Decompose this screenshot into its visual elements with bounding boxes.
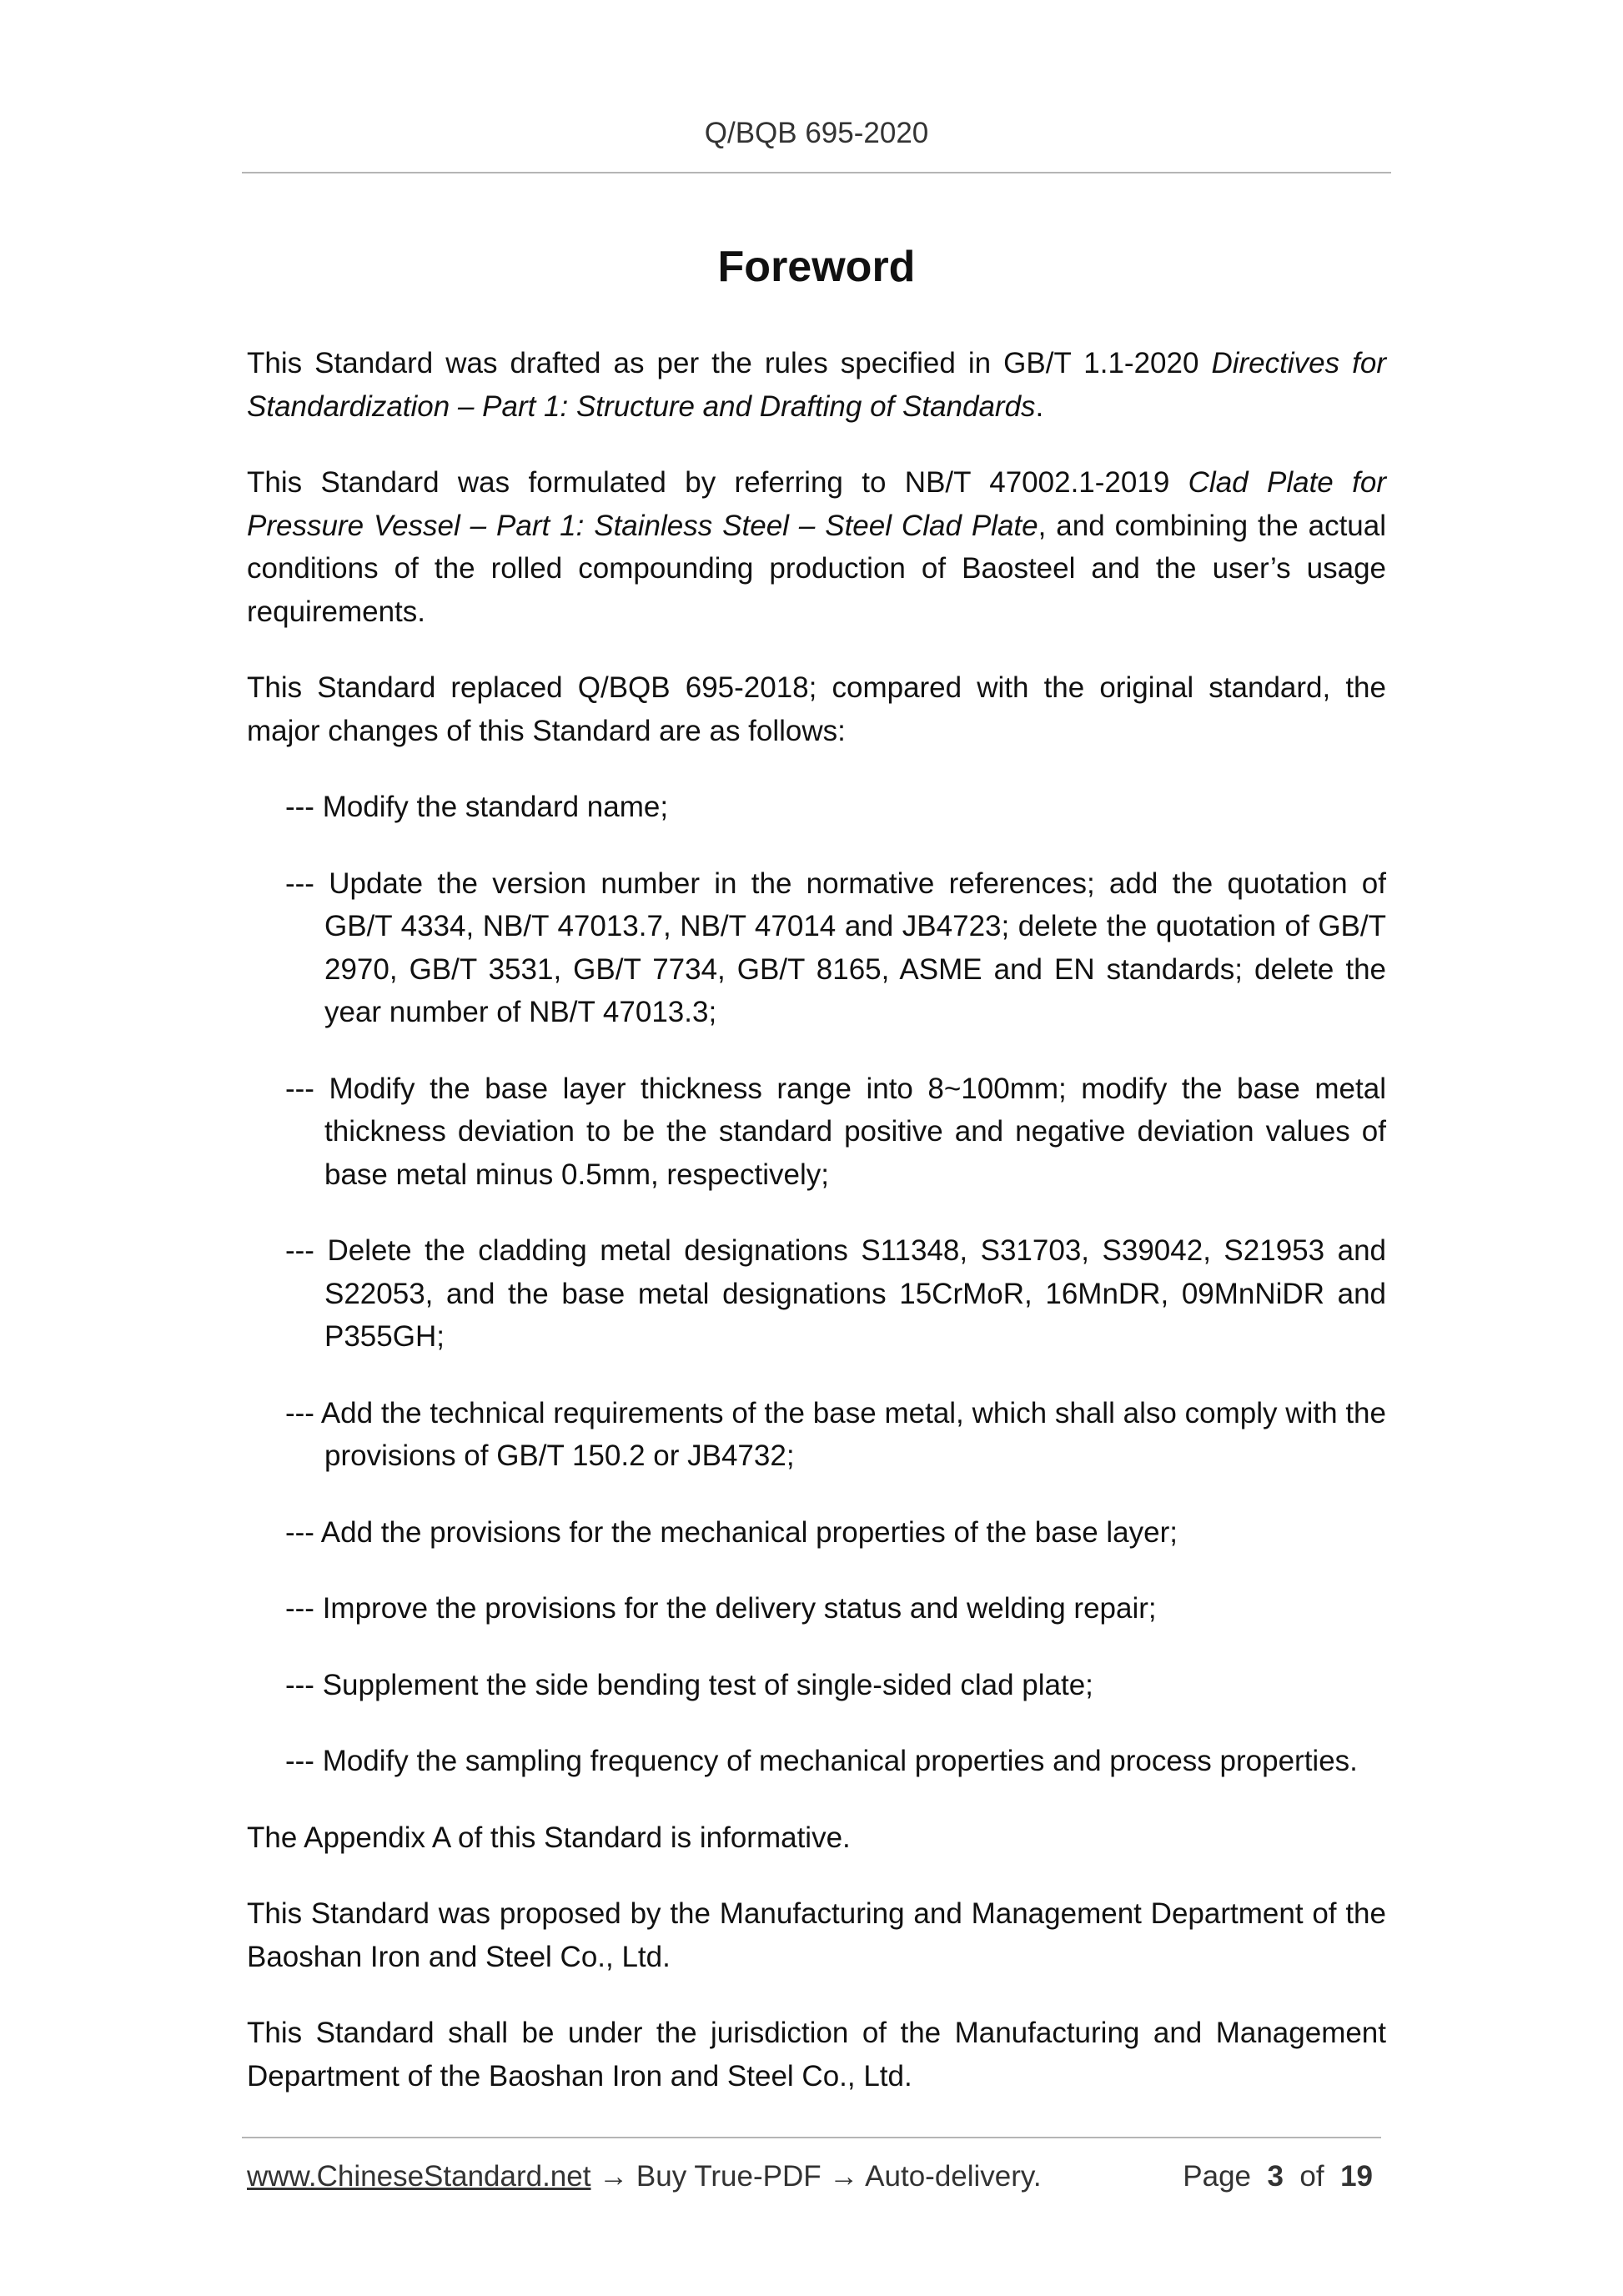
footer-promo-text: → Buy True-PDF → Auto-delivery. bbox=[590, 2160, 1042, 2193]
foreword-body bbox=[247, 342, 1386, 2131]
list-item: --- Add the technical requirements of the base metal, which shall also comply with the provisions of GB/T 150.2 or JB4732; bbox=[285, 1396, 1386, 1472]
footer-promo bbox=[247, 2160, 1042, 2193]
header-divider bbox=[242, 172, 1391, 173]
document-code-header: Q/BQB 695-2020 bbox=[704, 117, 929, 149]
paragraph-appendix: The Appendix A of this Standard is informative. bbox=[247, 1821, 851, 1854]
italic-title: Directives for Standardization – Part 1: Structure and Drafting of Standards bbox=[247, 347, 1386, 423]
text-segment: . bbox=[1035, 389, 1044, 423]
list-item: --- Improve the provisions for the delivery status and welding repair; bbox=[285, 1592, 1157, 1625]
text-segment: This Standard was drafted as per the rules specified in GB/T 1.1-2020 bbox=[247, 347, 1212, 379]
paragraph-jurisdiction: This Standard shall be under the jurisdiction of the Manufacturing and Management Department of the Baoshan Iron and Steel Co., Ltd. bbox=[247, 2017, 1386, 2093]
italic-title: Clad Plate for Pressure Vessel – Part 1: Stainless Steel – Steel Clad Plate bbox=[247, 466, 1386, 542]
paragraph-proposed-by: This Standard was proposed by the Manufacturing and Management Department of the Baoshan Iron and Steel Co., Ltd. bbox=[247, 1897, 1386, 1973]
list-item: --- Delete the cladding metal designations S11348, S31703, S39042, S21953 and S22053, and the base metal designations 15CrMoR, 16MnDR, 09MnNiDR and P355GH; bbox=[285, 1234, 1386, 1353]
paragraph-drafting-rules bbox=[247, 342, 1386, 428]
website-link[interactable]: www.ChineseStandard.net bbox=[247, 2160, 591, 2193]
page-number bbox=[1183, 2160, 1373, 2193]
page-total: 19 bbox=[1340, 2160, 1373, 2193]
list-item: --- Add the provisions for the mechanical properties of the base layer; bbox=[285, 1515, 1178, 1549]
list-item: --- Modify the sampling frequency of mechanical properties and process properties. bbox=[285, 1745, 1358, 1777]
text-segment: , and combining the actual conditions of the rolled compounding production of Baosteel and the user’s usage requirements. bbox=[247, 509, 1386, 628]
page-label: Page bbox=[1183, 2160, 1252, 2193]
list-item: --- Update the version number in the normative references; add the quotation of GB/T 4334, NB/T 47013.7, NB/T 47014 and JB4723; delete the quotation of GB/T 2970, GB/T 3531, GB/T 7734, GB/T 8165, ASME and EN standards; delete the year number of NB/T 47013.3; bbox=[285, 867, 1386, 1028]
text-segment: This Standard was formulated by referring to NB/T 47002.1-2019 bbox=[247, 466, 1188, 499]
of-label: of bbox=[1299, 2160, 1324, 2193]
page-current: 3 bbox=[1267, 2160, 1284, 2193]
footer-divider bbox=[242, 2137, 1381, 2138]
page-footer bbox=[247, 2160, 1381, 2197]
page-title: Foreword bbox=[717, 243, 916, 291]
paragraph-replacement: This Standard replaced Q/BQB 695-2018; compared with the original standard, the major changes of this Standard are as follows: bbox=[247, 671, 1386, 747]
paragraph-reference bbox=[247, 461, 1386, 633]
list-item: --- Modify the base layer thickness range into 8~100mm; modify the base metal thickness deviation to be the standard positive and negative deviation values of base metal minus 0.5mm, respectively; bbox=[285, 1072, 1386, 1191]
changes-list bbox=[247, 786, 1386, 1783]
list-item: --- Modify the standard name; bbox=[285, 791, 669, 823]
list-item: --- Supplement the side bending test of single-sided clad plate; bbox=[285, 1668, 1093, 1701]
